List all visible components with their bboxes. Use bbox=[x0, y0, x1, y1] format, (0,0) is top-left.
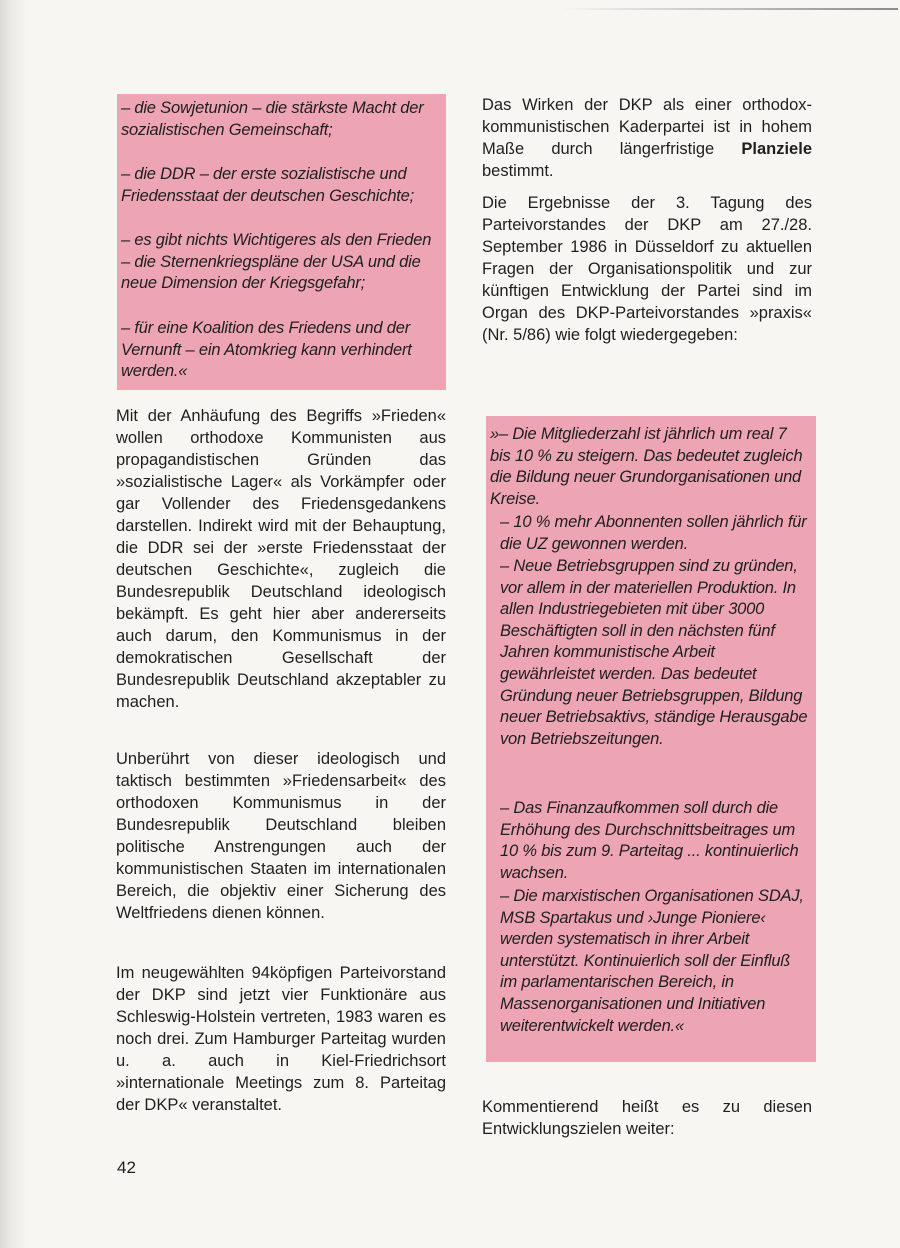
right-intro-paragraph bbox=[482, 94, 812, 182]
quote-item-betriebsgruppen: – Neue Betriebsgruppen sind zu gründen, vor allem in der materiellen Produktion. In allen Industriegebieten mit über 3000 Beschäftigten soll in den nächsten fünf Jahren kommunistische Arbeit gewährleistet werden. Das bedeutet Gründung neuer Betriebsgruppen, Bildung neuer Betriebsaktivs, ständige Herausgabe von Betriebszeitungen. bbox=[500, 557, 808, 748]
paragraph-text: Die Ergebnisse der 3. Tagung des Parteivorstandes der DKP am 27./28. September 1986 in Düsseldorf zu aktuellen Fragen der Organisationspolitik und zur künftigen Entwicklung der Partei sind im Organ des DKP-Parteivorstandes »praxis« (Nr. 5/86) wie folgt wiedergegeben: bbox=[482, 194, 812, 344]
quote-item-finanzaufkommen: – Das Finanzaufkommen soll durch die Erhöhung des Durchschnittsbeitrages um 10 % bis zum 9. Parteitag ... kontinuierlich wachsen. bbox=[500, 799, 799, 882]
right-closing-paragraph bbox=[482, 1096, 812, 1140]
quote-item-ddr: – die DDR – der erste sozialistische und Friedensstaat der deutschen Geschichte; bbox=[121, 165, 415, 205]
left-quote-box bbox=[117, 94, 446, 390]
paragraph-text: Mit der Anhäufung des Begriffs »Frieden« wollen orthodoxe Kommunisten aus propagandistischen Gründen das »sozialistische Lager« als Vorkämpfer oder gar Vollender des Friedensgedankens darstellen. Indirekt wird mit der Behauptung, die DDR sei der »erste Friedensstaat der deutschen Geschichte«, zugleich die Bundesrepublik Deutschland ideologisch bekämpft. Es geht hier aber andererseits auch darum, den Kommunismus in der demokratischen Gesellschaft der Bundesrepublik Deutschland akzeptabler zu machen. bbox=[116, 407, 446, 711]
bold-term-planziele: Planziele bbox=[741, 140, 812, 158]
intro-text: Das Wirken der DKP als einer orthodox-kommunistischen Kaderpartei ist in hohem Maße durch längerfristige bbox=[482, 96, 812, 158]
scan-edge-line bbox=[560, 8, 898, 10]
paragraph-text: Unberührt von dieser ideologisch und taktisch bestimmten »Friedensarbeit« des orthodoxen Kommunismus in der Bundesrepublik Deutschland bleiben politische Anstrengungen auch der kommunistischen Staaten im internationalen Bereich, die objektiv einer Sicherung des Weltfriedens dienen können. bbox=[116, 750, 446, 922]
left-paragraph-2 bbox=[116, 748, 446, 924]
left-paragraph-3 bbox=[116, 962, 446, 1116]
quote-item-koalition: – für eine Koalition des Friedens und der Vernunft – ein Atomkrieg kann verhindert werden.« bbox=[121, 319, 412, 381]
page-number: 42 bbox=[117, 1158, 136, 1177]
quote-item-abonnenten: – 10 % mehr Abonnenten sollen jährlich für die UZ gewonnen werden. bbox=[500, 513, 807, 553]
right-quote-box bbox=[486, 416, 816, 1062]
paragraph-text bbox=[482, 94, 812, 182]
intro-text-end: bestimmt. bbox=[482, 162, 554, 180]
book-binding-shadow bbox=[0, 0, 30, 1248]
paragraph-text: Im neugewählten 94köpfigen Parteivorstand der DKP sind jetzt vier Funktionäre aus Schleswig-Holstein vertreten, 1983 waren es noch drei. Zum Hamburger Parteitag wurden u. a. auch in Kiel-Friedrichsort »internationale Meetings zum 8. Parteitag der DKP« veranstaltet. bbox=[116, 964, 446, 1114]
quote-item-organisationen: – Die marxistischen Organisationen SDAJ, MSB Spartakus und ›Junge Pioniere‹ werden systematisch in ihrer Arbeit unterstützt. Kontinuierlich soll der Einfluß im parlamentarischen Bereich, in Massenorganisationen und Initiativen weiterentwickelt werden.« bbox=[500, 887, 804, 1035]
right-paragraph-2 bbox=[482, 192, 812, 346]
paragraph-text: Kommentierend heißt es zu diesen Entwicklungszielen weiter: bbox=[482, 1098, 812, 1138]
quote-item-mitgliederzahl: »– Die Mitgliederzahl ist jährlich um real 7 bis 10 % zu steigern. Das bedeutet zugleich die Bildung neuer Grundorganisationen und Kreise. bbox=[490, 425, 803, 508]
left-paragraph-1 bbox=[116, 405, 446, 713]
quote-item-sowjetunion: – die Sowjetunion – die stärkste Macht der sozialistischen Gemeinschaft; bbox=[121, 99, 424, 139]
quote-item-frieden: – es gibt nichts Wichtigeres als den Frieden – die Sternenkriegspläne der USA und die neue Dimension der Kriegsgefahr; bbox=[121, 231, 432, 293]
